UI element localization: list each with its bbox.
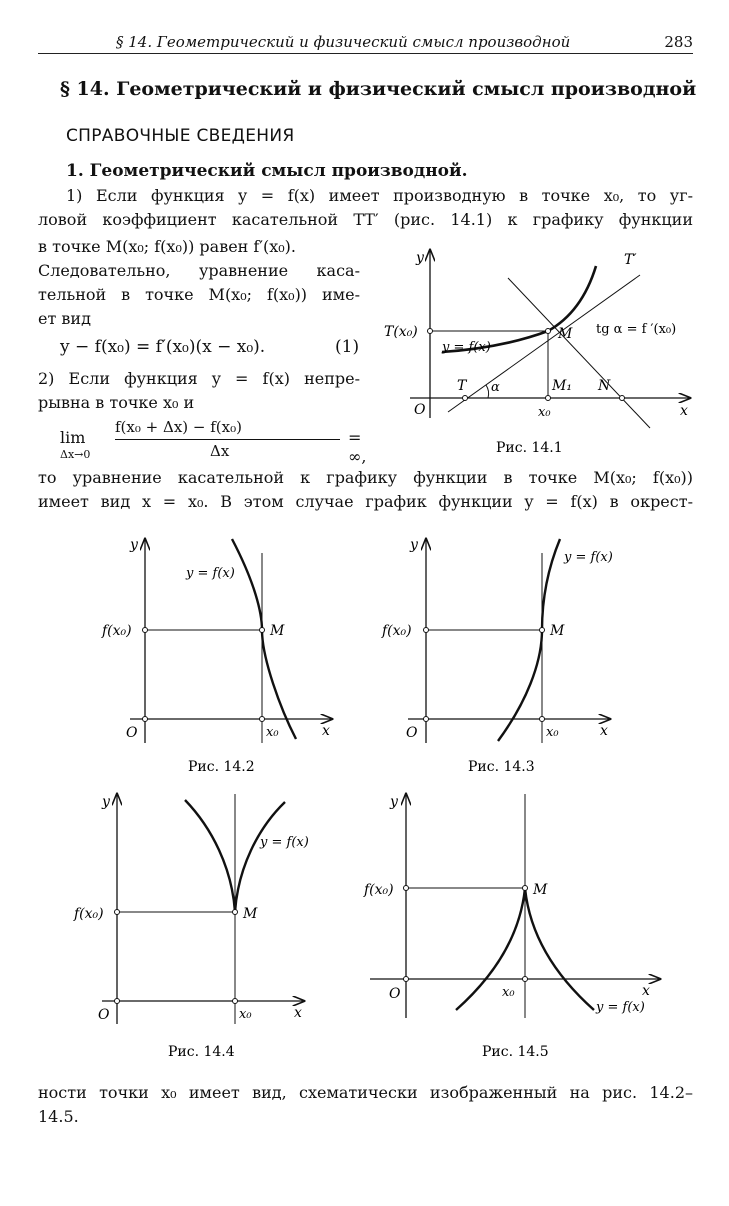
curve-right-branch <box>235 802 285 912</box>
point-m <box>546 329 551 334</box>
axis-label-x: x <box>294 1005 302 1021</box>
origin-label: O <box>406 725 418 741</box>
point-m <box>540 628 545 633</box>
subsection-title: 1. Геометрический смысл производной. <box>66 161 468 181</box>
label-curve: y = f(x) <box>564 550 613 565</box>
curve-left-branch <box>185 800 235 912</box>
label-m: M <box>550 623 565 639</box>
point-m <box>260 628 265 633</box>
label-fx0: f(x₀) <box>74 906 104 922</box>
label-x0: x₀ <box>546 725 559 740</box>
limit-numerator: f(x₀ + Δx) − f(x₀) <box>115 418 242 436</box>
point-n <box>620 396 625 401</box>
label-m: M <box>243 906 258 922</box>
curve <box>232 539 296 739</box>
point-m <box>523 886 528 891</box>
axis-label-y: y <box>390 794 398 810</box>
label-t-x0: T(x₀) <box>384 324 418 340</box>
running-header <box>38 33 693 54</box>
limit-under: Δx→0 <box>60 448 91 461</box>
figure-caption: Рис. 14.4 <box>168 1044 235 1060</box>
axis-label-x: x <box>322 723 330 739</box>
paragraph-line: ности точки x₀ имеет вид, схематически изображенный на рис. 14.2– <box>38 1083 693 1102</box>
label-x0: x₀ <box>266 725 279 740</box>
limit-expression <box>60 418 367 466</box>
axis-label-x: x <box>680 403 688 419</box>
point-fx0 <box>424 628 429 633</box>
label-curve: y = f(x) <box>596 1000 645 1015</box>
axis-label-x: x <box>600 723 608 739</box>
paragraph-line: то уравнение касательной к графику функции в точке M(x₀; f(x₀)) <box>38 468 693 487</box>
point-m <box>233 910 238 915</box>
figure-14-3 <box>378 533 628 778</box>
paragraph-line: имеет вид x = x₀. В этом случае график функции y = f(x) в окрест- <box>38 492 693 511</box>
label-alpha: α <box>491 380 500 395</box>
page-number: 283 <box>664 33 693 51</box>
section-title: § 14. Геометрический и физический смысл производной <box>60 78 697 100</box>
point-x0 <box>233 999 238 1004</box>
point-x0 <box>540 717 545 722</box>
label-tg: tg α = f ′(x₀) <box>596 322 677 337</box>
origin-label: O <box>389 986 401 1002</box>
label-curve: y = f(x) <box>186 566 235 581</box>
figure-caption: Рис. 14.3 <box>468 759 535 775</box>
figure-14-1 <box>372 240 702 460</box>
curve-left-branch <box>456 888 525 1010</box>
paragraph-line: в точке M(x₀; f(x₀)) равен f′(x₀). <box>38 237 296 256</box>
label-m: M <box>270 623 285 639</box>
figure-14-4 <box>72 788 352 1060</box>
point-origin <box>115 999 120 1004</box>
point-x0 <box>260 717 265 722</box>
figure-14-5 <box>362 788 662 1060</box>
equation-number: (1) <box>335 337 360 357</box>
label-t: T <box>457 378 467 394</box>
label-curve: y = f(x) <box>260 835 309 850</box>
reference-heading: СПРАВОЧНЫЕ СВЕДЕНИЯ <box>66 126 295 146</box>
label-m1: M₁ <box>552 378 572 394</box>
point-m1 <box>546 396 551 401</box>
label-curve: y = f(x) <box>442 340 491 355</box>
origin-label: O <box>98 1007 110 1023</box>
fraction-bar <box>115 439 340 440</box>
point-origin <box>424 717 429 722</box>
paragraph-line: 1) Если функция y = f(x) имеет производную в точке x₀, то уг- <box>66 186 693 205</box>
curve-right-branch <box>525 888 594 1010</box>
origin-label: O <box>414 402 426 418</box>
figure-caption: Рис. 14.1 <box>496 440 563 456</box>
label-m: M <box>533 882 548 898</box>
label-fx0: f(x₀) <box>382 623 412 639</box>
paragraph-line: Следовательно, уравнение каса- <box>38 261 360 280</box>
paragraph-line: 2) Если функция y = f(x) непре- <box>38 369 360 388</box>
axis-label-y: y <box>410 537 418 553</box>
point-t-x0 <box>428 329 433 334</box>
limit-rhs: = ∞, <box>348 428 367 466</box>
label-fx0: f(x₀) <box>364 882 394 898</box>
point-fx0 <box>143 628 148 633</box>
axis-label-y: y <box>416 250 424 266</box>
point-t <box>463 396 468 401</box>
angle-arc <box>486 385 489 398</box>
point-origin <box>143 717 148 722</box>
point-fx0 <box>115 910 120 915</box>
figure-14-2 <box>100 533 350 778</box>
label-fx0: f(x₀) <box>102 623 132 639</box>
paragraph-line: рывна в точке x₀ и <box>38 393 195 412</box>
label-x0: x₀ <box>538 405 551 420</box>
point-fx0 <box>404 886 409 891</box>
limit-lim: lim <box>60 428 86 447</box>
point-origin <box>404 977 409 982</box>
equation-1: y − f(x₀) = f′(x₀)(x − x₀). <box>60 337 266 357</box>
axis-label-y: y <box>130 537 138 553</box>
paragraph-line: тельной в точке M(x₀; f(x₀)) име- <box>38 285 360 304</box>
limit-denominator: Δx <box>210 442 230 460</box>
label-m: M <box>558 326 573 342</box>
figure-caption: Рис. 14.2 <box>188 759 255 775</box>
point-x0 <box>523 977 528 982</box>
label-n: N <box>598 378 611 394</box>
axis-label-y: y <box>102 794 110 810</box>
label-t-prime: T′ <box>624 252 637 268</box>
paragraph-line: ет вид <box>38 309 91 328</box>
axis-label-x: x <box>642 983 650 999</box>
origin-label: O <box>126 725 138 741</box>
label-x0: x₀ <box>502 985 515 1000</box>
curve <box>498 539 560 741</box>
figure-caption: Рис. 14.5 <box>482 1044 549 1060</box>
label-x0: x₀ <box>239 1007 252 1022</box>
paragraph-line: ловой коэффициент касательной TT′ (рис. 14.1) к графику функции <box>38 210 693 229</box>
paragraph-line: 14.5. <box>38 1107 79 1126</box>
running-header-title: § 14. Геометрический и физический смысл производной <box>116 33 571 51</box>
